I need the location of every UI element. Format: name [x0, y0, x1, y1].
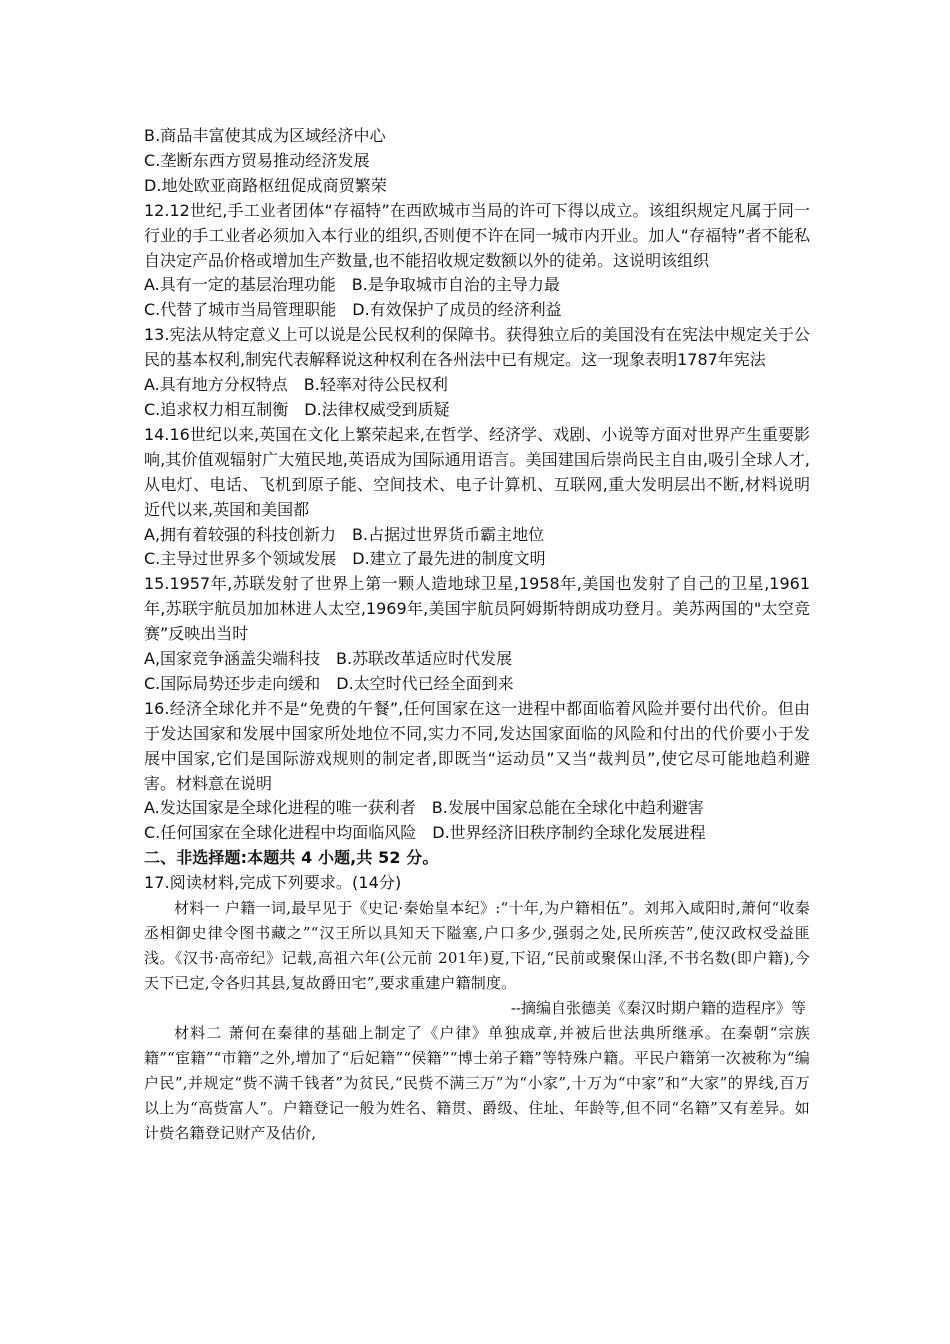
q17-stem: 17.阅读材料,完成下列要求。(14分): [144, 873, 402, 893]
q12-option-c: C.代替了城市当局管理职能: [144, 300, 337, 320]
q15-option-c: C.国际局势还步走向缓和: [144, 673, 321, 693]
q11-option-b: B.商品丰富使其成为区域经济中心: [144, 126, 386, 145]
q13-options-row-1: [144, 373, 810, 398]
q12-option-a: A.具有一定的基层治理功能: [144, 275, 336, 295]
q14-option-c: C.主导过世界多个领域发展: [144, 549, 337, 569]
q15-options-row-1: [144, 647, 810, 672]
q13-option-a: A.具有地方分权特点: [144, 375, 288, 395]
q16-options-row-1: [144, 796, 810, 821]
q17-source-1: --摘编自张德美《秦汉时期户籍的造程序》等: [510, 999, 806, 1018]
document-page: [144, 124, 810, 1146]
q17-material-1: 材料一 户籍一词,最早见于《史记·秦始皇本纪》:“十年,为户籍相伍”。刘邦入咸阳时,萧何“收秦丞相御史律令图书藏之”“汉王所以具知天下隘塞,户口多少,强弱之处,民所疾苦”,使汉政权受益匪浅。《汉书·高帝纪》记载,高祖六年(公元前 201年)夏,下诏,“民前或聚保山泽,不书名数(即户籍),今天下已定,令各归其县,复故爵田宅”,要求重建户籍制度。: [144, 899, 810, 993]
q16-option-a: A.发达国家是全球化进程的唯一获利者: [144, 798, 416, 818]
q11-option-c: C.垄断东西方贸易推动经济发展: [144, 150, 370, 170]
q12-options-row-2: [144, 298, 810, 323]
q14-option-a: A,拥有着较强的科技创新力: [144, 524, 337, 544]
q15-stem: 15.1957年,苏联发射了世界上第一颗人造地球卫星,1958年,美国也发射了自己的卫星,1961年,苏联宇航员加加林进人太空,1969年,美国宇航员阿姆斯特朗成功登月。美苏两国的"太空竞赛”反映出当时: [144, 574, 810, 644]
q14-option-d: D.建立了最先进的制度文明: [352, 549, 546, 569]
q15-option-d: D.太空时代已经全面到来: [336, 673, 514, 693]
q16-option-c: C.任何国家在全球化进程中均面临风险: [144, 823, 417, 843]
q14-stem: 14.16世纪以来,英国在文化上繁荣起来,在哲学、经济学、戏剧、小说等方面对世界产生重要影响,其价值观辐射广大殖民地,英语成为国际通用语言。美国建国后崇尚民主自由,吸引全球人才,从电灯、电话、飞机到原子能、空间技术、电子计算机、互联网,重大发明层出不断,材料说明近代以来,英国和美国都: [144, 424, 810, 519]
q17-material-2: 材料二 萧何在秦律的基础上制定了《户律》单独成章,并被后世法典所继承。在秦朝“宗族籍”“宦籍”“市籍”之外,增加了“后妃籍”“侯籍”“博士弟子籍”等特殊户籍。平民户籍第一次被称为“编户民”,并规定“赀不满千钱者”为贫民,“民赀不满三万”为“小家”,十万为“中家”和“大家”的界线,百万以上为“高赀富人”。户籍登记一般为姓名、籍贯、爵级、住址、年龄等,但不同“名籍”又有差异。如计赀名籍登记财产及估价,: [144, 1024, 810, 1143]
q12-option-d: D.有效保护了成员的经济利益: [352, 300, 562, 320]
q15-option-b: B.苏联改革适应时代发展: [336, 649, 513, 669]
q13-options-row-2: [144, 398, 810, 423]
q14-options-row-1: [144, 523, 810, 548]
q14-options-row-2: [144, 547, 810, 572]
q12-option-b: B.是争取城市自治的主导力最: [351, 275, 560, 295]
q12-stem: 12.12世纪,手工业者团体“存福特”在西欧城市当局的许可下得以成立。该组织规定凡属于同一行业的手工业者必须加入本行业的组织,否则便不许在同一城市内开业。加人“存福特”者不能私自决定产品价格或增加生产数量,也不能招收规定数额以外的徒弟。这说明该组织: [144, 200, 810, 270]
section-heading: 二、非选择题:本题共 4 小题,共 52 分。: [144, 848, 439, 868]
q16-stem: 16.经济全球化并不是“免费的午餐”,任何国家在这一进程中都面临着风险并要付出代价。但由于发达国家和发展中国家所处地位不同,实力不同,发达国家面临的风险和付出的代价要小于发展中国家,它们是国际游戏规则的制定者,即既当“运动员”又当“裁判员”,使它尽可能地趋利避害。材料意在说明: [144, 698, 810, 793]
q13-option-d: D.法律权威受到质疑: [304, 399, 450, 419]
q15-options-row-2: [144, 672, 810, 697]
q14-option-b: B.占据过世界货币霸主地位: [352, 524, 545, 544]
q16-option-b: B.发展中国家总能在全球化中趋利避害: [431, 798, 704, 818]
q13-option-b: B.轻率对待公民权利: [303, 375, 448, 395]
q11-option-d: D.地处欧亚商路枢纽促成商贸繁荣: [144, 175, 388, 195]
q13-stem: 13.宪法从特定意义上可以说是公民权利的保障书。获得独立后的美国没有在宪法中规定关于公民的基本权利,制宪代表解释说这种权利在各州法中已有规定。这一现象表明1787年宪法: [144, 325, 810, 370]
q15-option-a: A,国家竞争涵盖尖端科技: [144, 649, 321, 669]
q16-option-d: D.世界经济旧秩序制约全球化发展进程: [432, 823, 706, 843]
q16-options-row-2: [144, 821, 810, 846]
q12-options-row-1: [144, 273, 810, 298]
q13-option-c: C.追求权力相互制衡: [144, 399, 289, 419]
